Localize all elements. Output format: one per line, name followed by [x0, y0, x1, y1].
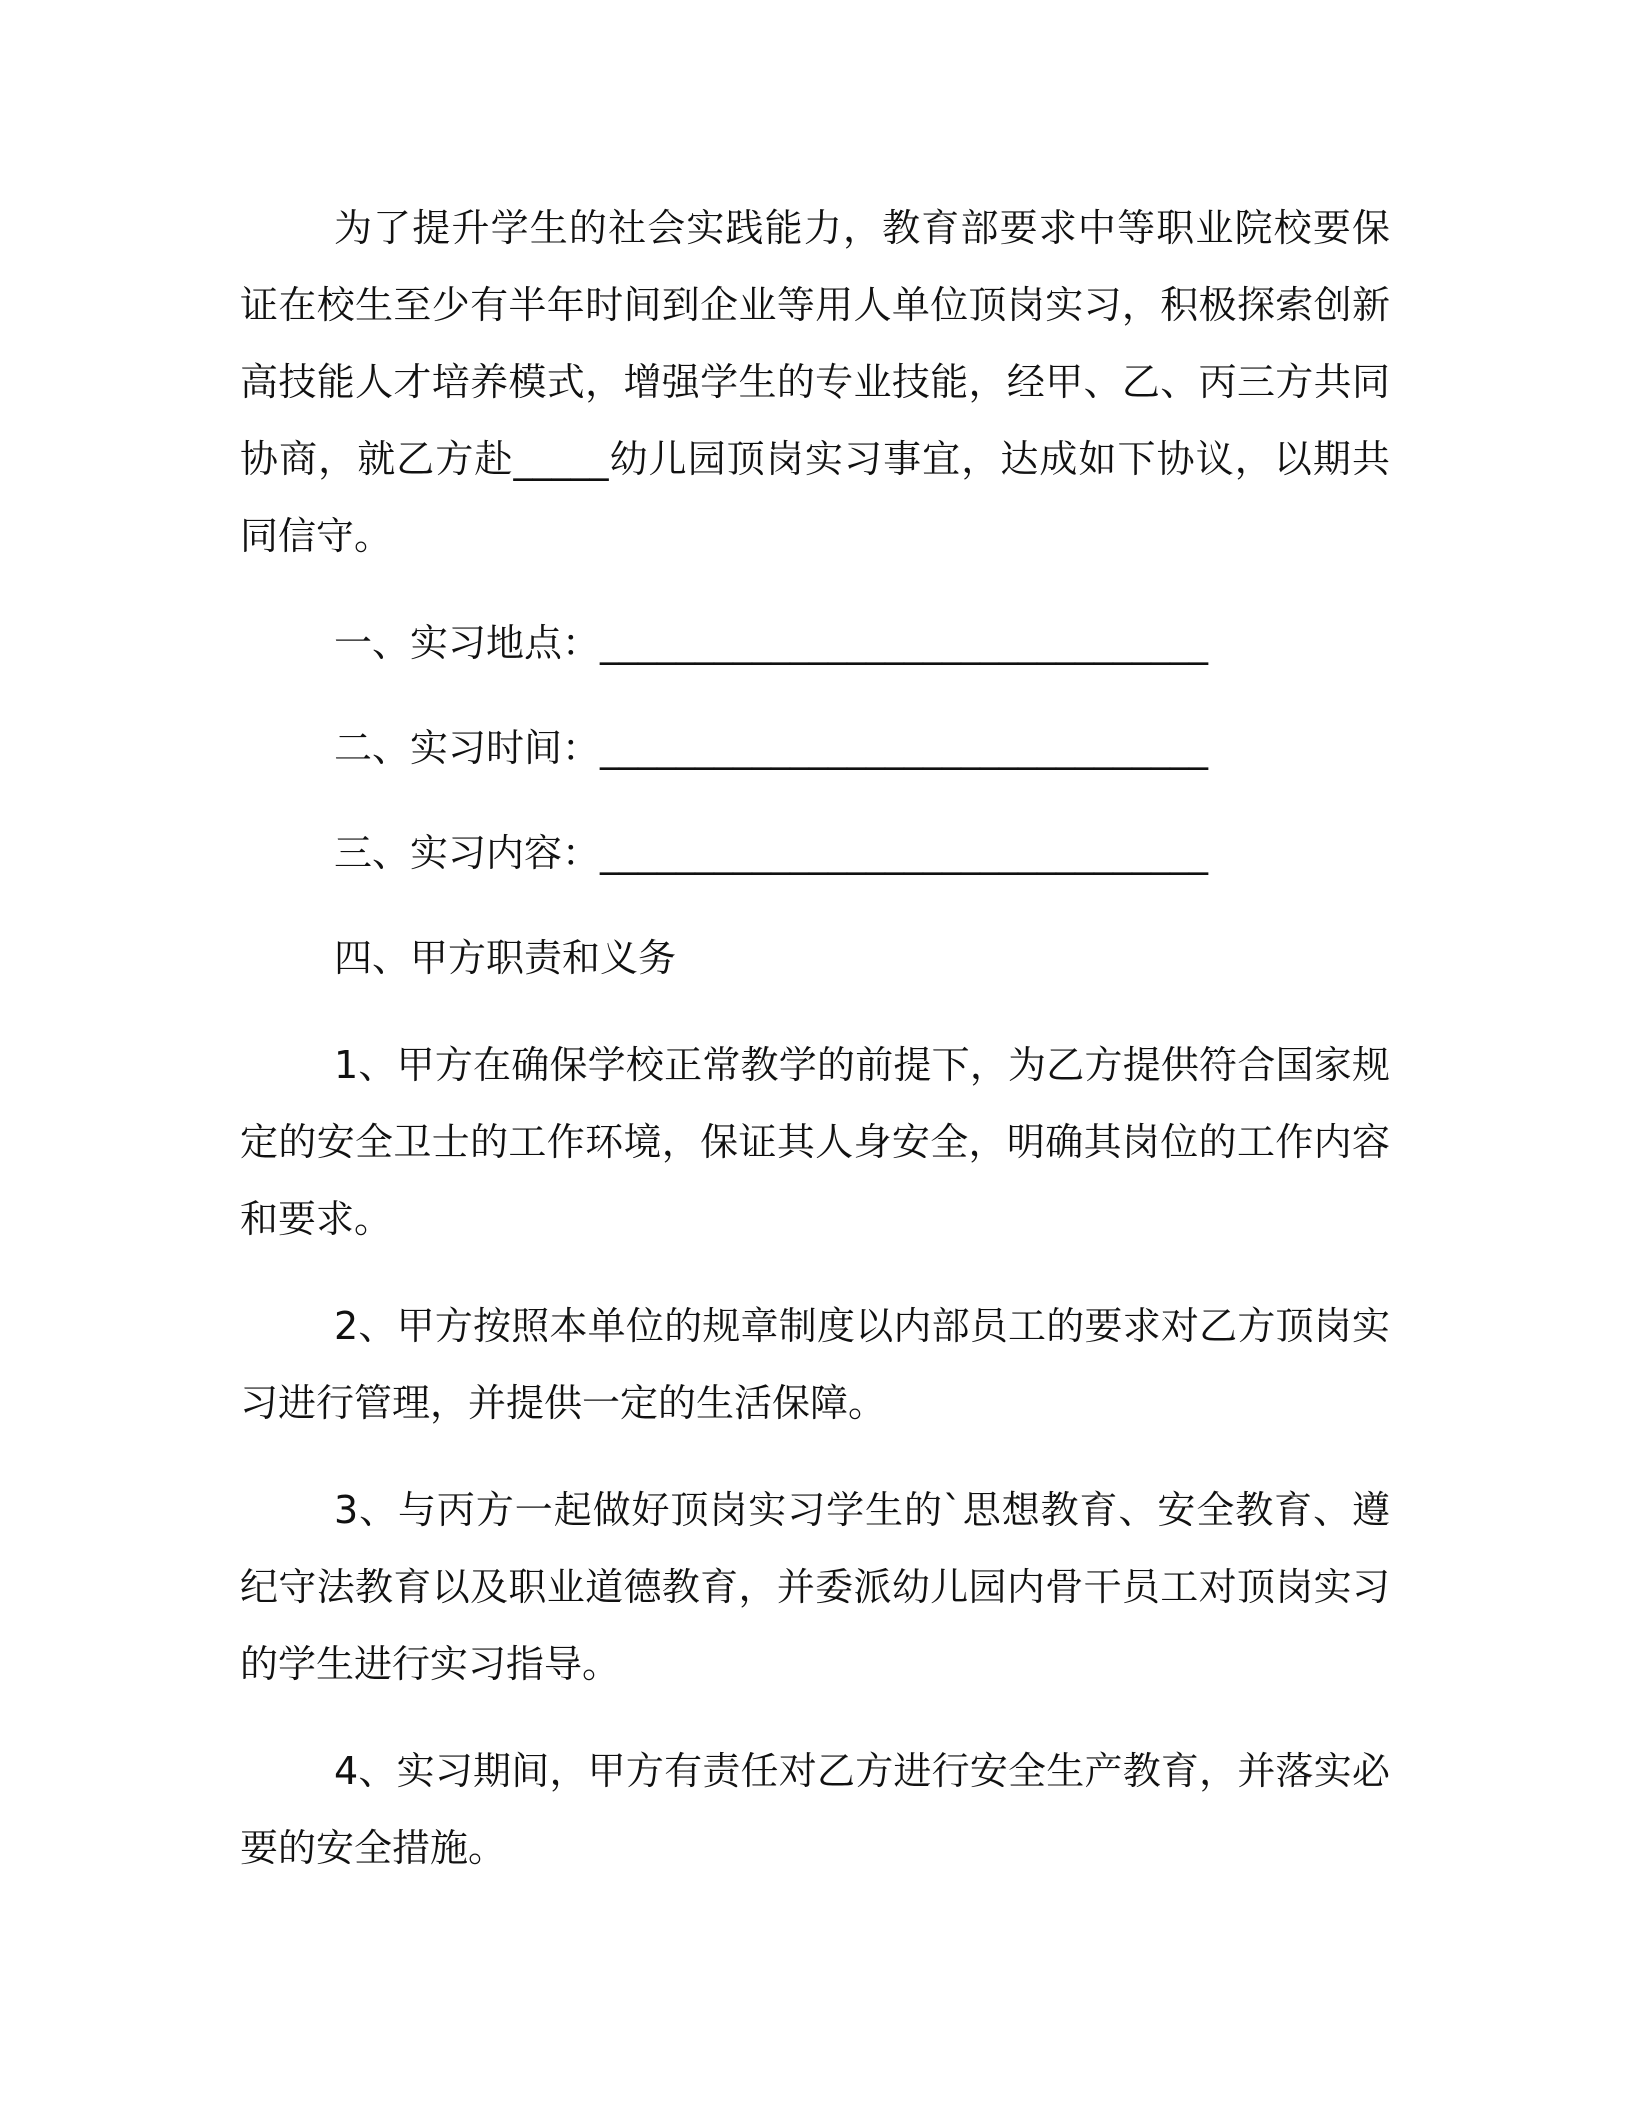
section-4-heading: 四、甲方职责和义务 — [334, 936, 677, 980]
field-content-blank: ________________________________ — [600, 831, 1209, 875]
field-time — [240, 710, 1390, 787]
field-location — [240, 605, 1390, 682]
section-4-item-1: 1、甲方在确保学校正常教学的前提下，为乙方提供符合国家规定的安全卫士的工作环境，保证其人身安全，明确其岗位的工作内容和要求。 — [240, 1043, 1390, 1241]
section-4-item-4: 4、实习期间，甲方有责任对乙方进行安全生产教育，并落实必要的安全措施。 — [240, 1749, 1390, 1870]
field-location-label: 一、实习地点： — [334, 621, 601, 665]
field-location-blank: ________________________________ — [600, 621, 1209, 665]
document-page — [240, 190, 1390, 1917]
section-4-item-2: 2、甲方按照本单位的规章制度以内部员工的要求对乙方顶岗实习进行管理，并提供一定的生活保障。 — [240, 1304, 1390, 1425]
field-time-blank: ________________________________ — [600, 726, 1209, 770]
field-content-label: 三、实习内容： — [334, 831, 601, 875]
field-content — [240, 815, 1390, 892]
intro-paragraph: 为了提升学生的社会实践能力，教育部要求中等职业院校要保证在校生至少有半年时间到企业等用人单位顶岗实习，积极探索创新高技能人才培养模式，增强学生的专业技能，经甲、乙、丙三方共同协商，就乙方赴_____幼儿园顶岗实习事宜，达成如下协议，以期共同信守。 — [240, 206, 1390, 558]
field-time-label: 二、实习时间： — [334, 726, 601, 770]
section-4-item-3: 3、与丙方一起做好顶岗实习学生的`思想教育、安全教育、遵纪守法教育以及职业道德教育，并委派幼儿园内骨干员工对顶岗实习的学生进行实习指导。 — [240, 1488, 1390, 1686]
